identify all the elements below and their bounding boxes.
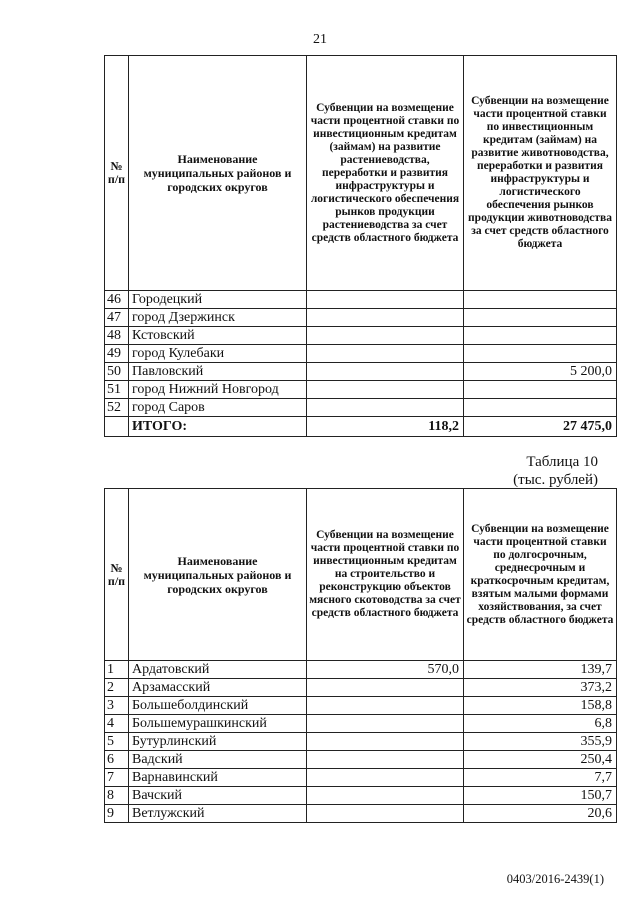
page-number: 21 (313, 32, 327, 47)
value-cell-1 (307, 787, 464, 805)
column-header-name: Наименование муниципальных районов и городских округов (129, 489, 307, 661)
table-row (105, 363, 617, 381)
district-name: Большеболдинский (129, 697, 307, 715)
table-row (105, 733, 617, 751)
row-number: 1 (105, 661, 129, 679)
row-number: 50 (105, 363, 129, 381)
subsidies-table-9 (104, 55, 617, 437)
column-header-small-business-subsidy: Субвенции на возмещение части процентной ставки по долгосрочным, среднесрочным и краткосрочным кредитам, взятым малыми формами хозяйствования, за счет средств областного бюджета (464, 489, 617, 661)
district-name: город Дзержинск (129, 309, 307, 327)
document-code: 0403/2016-2439(1) (506, 872, 604, 886)
value-cell-2 (464, 381, 617, 399)
table-row (105, 769, 617, 787)
table-caption: Таблица 10 (526, 454, 598, 470)
value-cell-1 (307, 769, 464, 787)
value-cell-1: 570,0 (307, 661, 464, 679)
row-number: 9 (105, 805, 129, 823)
table-row (105, 399, 617, 417)
row-number: 8 (105, 787, 129, 805)
row-number: 49 (105, 345, 129, 363)
table-row (105, 751, 617, 769)
table-row (105, 805, 617, 823)
value-cell-1 (307, 751, 464, 769)
table-row (105, 345, 617, 363)
row-number: 3 (105, 697, 129, 715)
column-header-livestock-subsidy: Субвенции на возмещение части процентной ставки по инвестиционным кредитам (займам) на развитие животноводства, переработки и развития инфраструктуры и логистического обеспечения рынков продукции животноводства за счет средств областного бюджета (464, 56, 617, 291)
district-name: Ардатовский (129, 661, 307, 679)
value-cell-1 (307, 805, 464, 823)
row-number: 6 (105, 751, 129, 769)
district-name: город Кулебаки (129, 345, 307, 363)
row-number: 47 (105, 309, 129, 327)
district-name: Ветлужский (129, 805, 307, 823)
total-value-1: 118,2 (307, 417, 464, 437)
value-cell-1 (307, 697, 464, 715)
table-row (105, 679, 617, 697)
district-name: Варнавинский (129, 769, 307, 787)
value-cell-2: 7,7 (464, 769, 617, 787)
column-header-number: № п/п (105, 56, 129, 291)
total-label: ИТОГО: (129, 417, 307, 437)
district-name: город Нижний Новгород (129, 381, 307, 399)
value-cell-2: 5 200,0 (464, 363, 617, 381)
value-cell-1 (307, 327, 464, 345)
value-cell-1 (307, 291, 464, 309)
table-row (105, 715, 617, 733)
subsidies-table-10 (104, 488, 617, 823)
value-cell-2 (464, 327, 617, 345)
district-name: город Саров (129, 399, 307, 417)
value-cell-1 (307, 715, 464, 733)
table-units: (тыс. рублей) (513, 472, 598, 488)
value-cell-2: 6,8 (464, 715, 617, 733)
district-name: Арзамасский (129, 679, 307, 697)
value-cell-2: 158,8 (464, 697, 617, 715)
district-name: Павловский (129, 363, 307, 381)
value-cell-2: 139,7 (464, 661, 617, 679)
table-row (105, 291, 617, 309)
row-number: 48 (105, 327, 129, 345)
table-row (105, 327, 617, 345)
value-cell-2: 373,2 (464, 679, 617, 697)
table-header-row (105, 56, 617, 291)
table-row (105, 661, 617, 679)
district-name: Бутурлинский (129, 733, 307, 751)
column-header-meat-cattle-subsidy: Субвенции на возмещение части процентной ставки по инвестиционным кредитам на строительство и реконструкцию объектов мясного скотоводства за счет средств областного бюджета (307, 489, 464, 661)
value-cell-1 (307, 363, 464, 381)
table-row (105, 309, 617, 327)
row-number: 51 (105, 381, 129, 399)
row-number: 2 (105, 679, 129, 697)
district-name: Большемурашкинский (129, 715, 307, 733)
column-header-name: Наименование муниципальных районов и городских округов (129, 56, 307, 291)
row-number: 52 (105, 399, 129, 417)
column-header-crop-subsidy: Субвенции на возмещение части процентной ставки по инвестиционным кредитам (займам) на развитие растениеводства, переработки и развития инфраструктуры и логистического обеспечения рынков продукции растениеводства за счет средств областного бюджета (307, 56, 464, 291)
value-cell-2: 250,4 (464, 751, 617, 769)
value-cell-2: 355,9 (464, 733, 617, 751)
row-number: 5 (105, 733, 129, 751)
table-row (105, 381, 617, 399)
value-cell-2: 150,7 (464, 787, 617, 805)
district-name: Городецкий (129, 291, 307, 309)
value-cell-2 (464, 309, 617, 327)
row-number: 4 (105, 715, 129, 733)
row-number: 46 (105, 291, 129, 309)
value-cell-2 (464, 399, 617, 417)
value-cell-1 (307, 679, 464, 697)
total-row (105, 417, 617, 437)
district-name: Вадский (129, 751, 307, 769)
table-header-row (105, 489, 617, 661)
table-row (105, 787, 617, 805)
district-name: Вачский (129, 787, 307, 805)
district-name: Кстовский (129, 327, 307, 345)
total-number-cell (105, 417, 129, 437)
value-cell-1 (307, 309, 464, 327)
value-cell-1 (307, 345, 464, 363)
value-cell-2: 20,6 (464, 805, 617, 823)
value-cell-2 (464, 345, 617, 363)
value-cell-1 (307, 733, 464, 751)
table-row (105, 697, 617, 715)
value-cell-1 (307, 399, 464, 417)
column-header-number: № п/п (105, 489, 129, 661)
value-cell-1 (307, 381, 464, 399)
value-cell-2 (464, 291, 617, 309)
total-value-2: 27 475,0 (464, 417, 617, 437)
row-number: 7 (105, 769, 129, 787)
